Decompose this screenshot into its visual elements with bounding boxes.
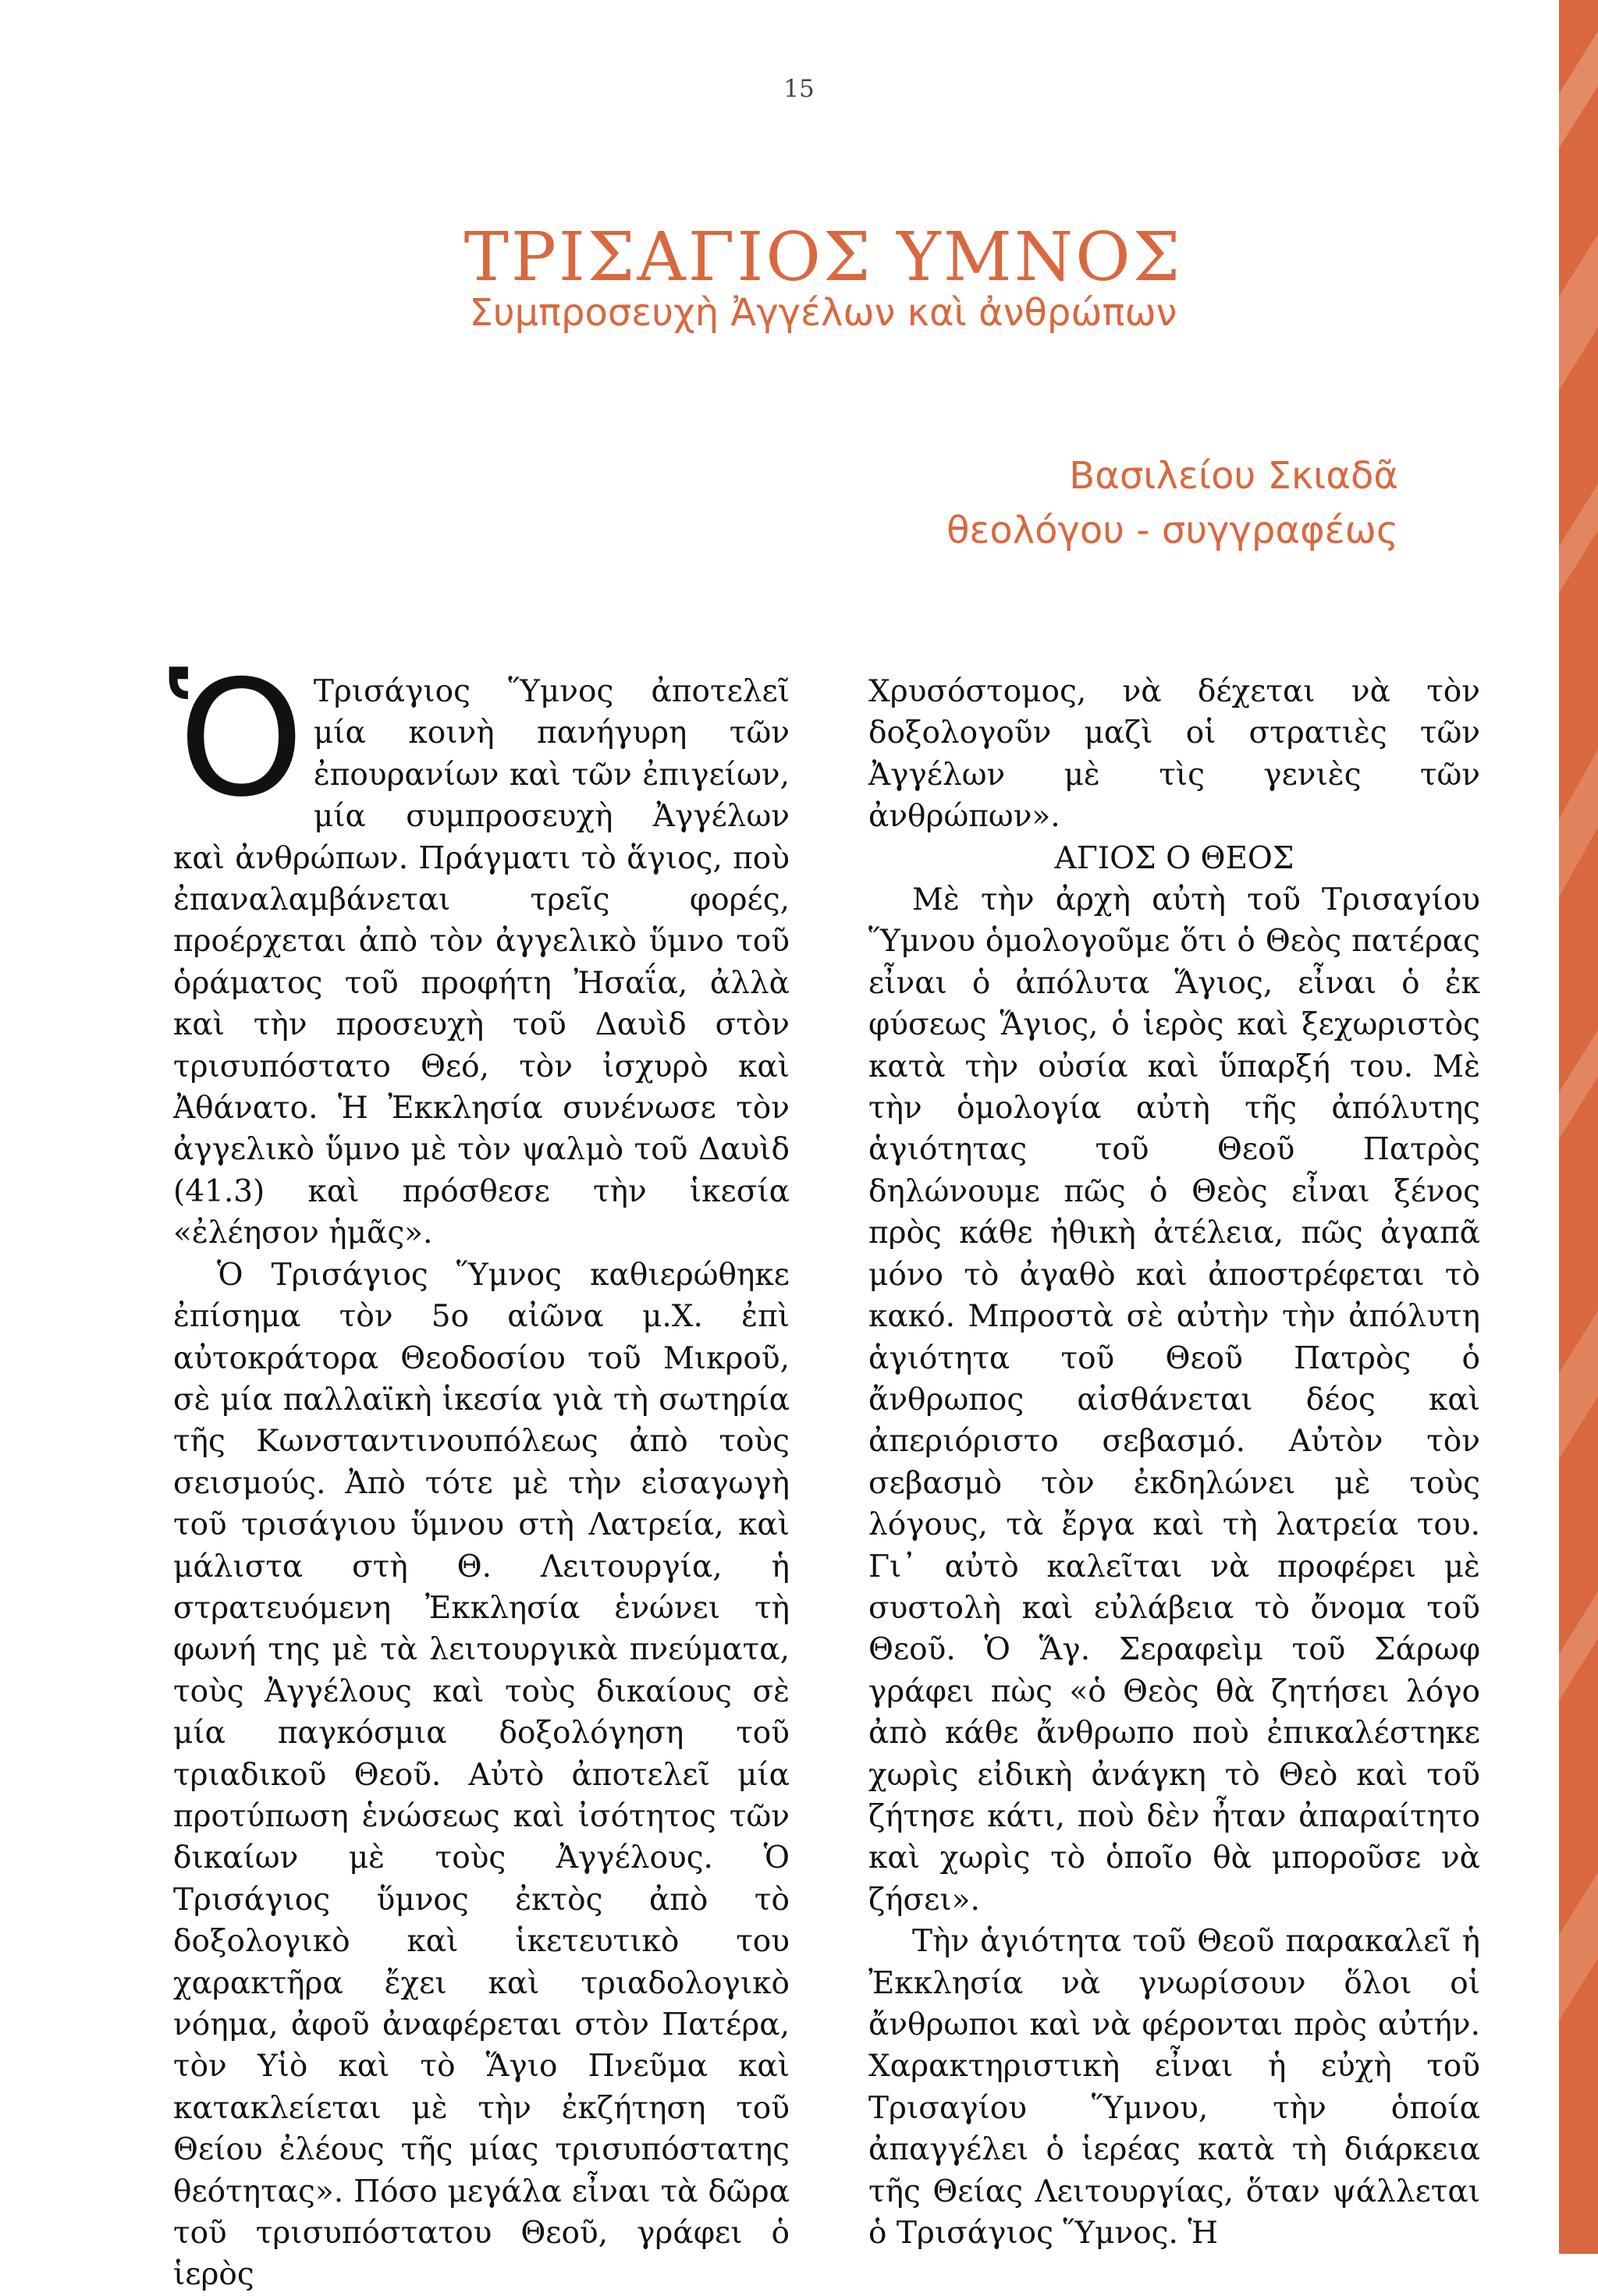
paragraph-1-text: Τρισάγιος Ὕμνος ἀποτελεῖ μία κοινὴ πανήγυρη τῶν ἐπουρανίων καὶ τῶν ἐπιγείων, μία συμπροσευχὴ Ἀγγέλων καὶ ἀνθρώπων. Πράγματι τὸ ἅγιος, ποὺ ἐπαναλαμβάνεται τρεῖς φορές, προέρχεται ἀπὸ τὸν ἀγγελικὸ ὕμνο τοῦ ὁράματος τοῦ προφήτη Ἠσαΐα, ἀλλὰ καὶ τὴν προσευχὴ τοῦ Δαυὶδ στὸν τρισυπόστατο Θεό, τὸν ἰσχυρὸ καὶ Ἀθάνατο. Ἡ Ἐκκλησία συνένωσε τὸν ἀγγελικὸ ὕμνο μὲ τὸν ψαλμὸ τοῦ Δαυὶδ (41.3) καὶ πρόσθεσε τὴν ἱκεσία «ἐλέησον ἡμᾶς».	[173, 674, 790, 1251]
author-name: Βασιλείου Σκιαδᾶ	[1069, 454, 1398, 498]
right-column	[868, 671, 1480, 2254]
page-number: 15	[783, 75, 815, 103]
article-title: ΤΡΙΣΑΓΙΟΣ ΥΜΝΟΣ	[463, 218, 1183, 296]
decorative-side-band	[1559, 0, 1598, 2254]
paragraph-4: Τὴν ἁγιότητα τοῦ Θεοῦ παρακαλεῖ ἡ Ἐκκλησία νὰ γνωρίσουν ὅλοι οἱ ἄνθρωποι καὶ νὰ φέρονται πρὸς αὐτήν. Χαρακτηριστικὴ εἶναι ἡ εὐχὴ τοῦ Τρισαγίου Ὕμνου, τὴν ὁποία ἀπαγγέλει ὁ ἱερέας κατὰ τὴ διάρκεια τῆς Θείας Λειτουργίας, ὅταν ψάλλεται ὁ Τρισάγιος Ὕμνος. Ἡ	[868, 1924, 1480, 2252]
left-column	[169, 647, 790, 2296]
author-role: θεολόγου - συγγραφέως	[946, 509, 1398, 552]
paragraph-3: Μὲ τὴν ἀρχὴ αὐτὴ τοῦ Τρισαγίου Ὕμνου ὁμολογοῦμε ὅτι ὁ Θεὸς πατέρας εἶναι ὁ ἀπόλυτα Ἅγιος, εἶναι ὁ ἐκ φύσεως Ἅγιος, ὁ ἱερὸς καὶ ξεχωριστὸς κατὰ τὴν οὐσία καὶ ὕπαρξή του. Μὲ τὴν ὁμολογία αὐτὴ τῆς ἀπόλυτης ἁγιότητας τοῦ Θεοῦ Πατρὸς δηλώνουμε πῶς ὁ Θεὸς εἶναι ξένος πρὸς κάθε ἠθικὴ ἀτέλεια, πῶς ἀγαπᾶ μόνο τὸ ἀγαθὸ καὶ ἀποστρέφεται τὸ κακό. Μπροστὰ σὲ αὐτὴν τὴν ἀπόλυτη ἁγιότητα τοῦ Θεοῦ Πατρὸς ὁ ἄνθρωπος αἰσθάνεται δέος καὶ ἀπεριόριστο σεβασμό. Αὐτὸν τὸν σεβασμὸ τὸν ἐκδηλώνει μὲ τοὺς λόγους, τὰ ἔργα καὶ τὴ λατρεία του. Γι᾽ αὐτὸ καλεῖται νὰ προφέρει μὲ συστολὴ καὶ εὐλάβεια τὸ ὄνομα τοῦ Θεοῦ. Ὁ Ἅγ. Σεραφεὶμ τοῦ Σάρωφ γράφει πὼς «ὁ Θεὸς θὰ ζητήσει λόγο ἀπὸ κάθε ἄνθρωπο ποὺ ἐπικαλέστηκε χωρὶς εἰδικὴ ἀνάγκη τὸ Θεὸ καὶ τοῦ ζήτησε κάτι, ποὺ δὲν ἦταν ἀπαραίτητο καὶ χωρὶς τὸ ὁποῖο θὰ μποροῦσε νὰ ζήσει».	[868, 882, 1480, 1918]
paragraph-continuation: Χρυσόστομος, νὰ δέχεται νὰ τὸν δοξολογοῦν μαζὶ οἱ στρατιὲς τῶν Ἀγγέλων μὲ τὶς γενιὲς τῶν ἀνθρώπων».	[868, 674, 1480, 835]
drop-cap: Ὁ	[169, 647, 304, 832]
author-block	[946, 449, 1398, 558]
paragraph-2: Ὁ Τρισάγιος Ὕμνος καθιερώθηκε ἐπίσημα τὸν 5ο αἰῶνα μ.Χ. ἐπὶ αὐτοκράτορα Θεοδοσίου τοῦ Μικροῦ, σὲ μία παλλαϊκὴ ἱκεσία γιὰ τὴ σωτηρία τῆς Κωνσταντινουπόλεως ἀπὸ τοὺς σεισμούς. Ἀπὸ τότε μὲ τὴν εἰσαγωγὴ τοῦ τρισάγιου ὕμνου στὴ Λατρεία, καὶ μάλιστα στὴ Θ. Λειτουργία, ἡ στρατευόμενη Ἐκκλησία ἑνώνει τὴ φωνή της μὲ τὰ λειτουργικὰ πνεύματα, τοὺς Ἀγγέλους καὶ τοὺς δικαίους σὲ μία παγκόσμια δοξολόγηση τοῦ τριαδικοῦ Θεοῦ. Αὐτὸ ἀποτελεῖ μία προτύπωση ἑνώσεως καὶ ἰσότητος τῶν δικαίων μὲ τοὺς Ἀγγέλους. Ὁ Τρισάγιος ὕμνος ἐκτὸς ἀπὸ τὸ δοξολογικὸ καὶ ἱκετευτικὸ του χαρακτῆρα ἔχει καὶ τριαδολογικὸ νόημα, ἀφοῦ ἀναφέρεται στὸν Πατέρα, τὸν Υἱὸ καὶ τὸ Ἅγιο Πνεῦμα καὶ κατακλείεται μὲ τὴν ἐκζήτηση τοῦ Θείου ἐλέους τῆς μίας τρισυπόστατης θεότητας». Πόσο μεγάλα εἶναι τὰ δῶρα τοῦ τρισυπόστατου Θεοῦ, γράφει ὁ ἱερὸς	[173, 1257, 790, 2293]
section-heading: ΑΓΙΟΣ Ο ΘΕΟΣ	[1054, 840, 1294, 876]
paragraph-1	[169, 647, 790, 1254]
article-subtitle: Συμπροσευχὴ Ἀγγέλων καὶ ἀνθρώπων	[469, 290, 1177, 335]
side-band-pattern	[1559, 0, 1598, 2254]
